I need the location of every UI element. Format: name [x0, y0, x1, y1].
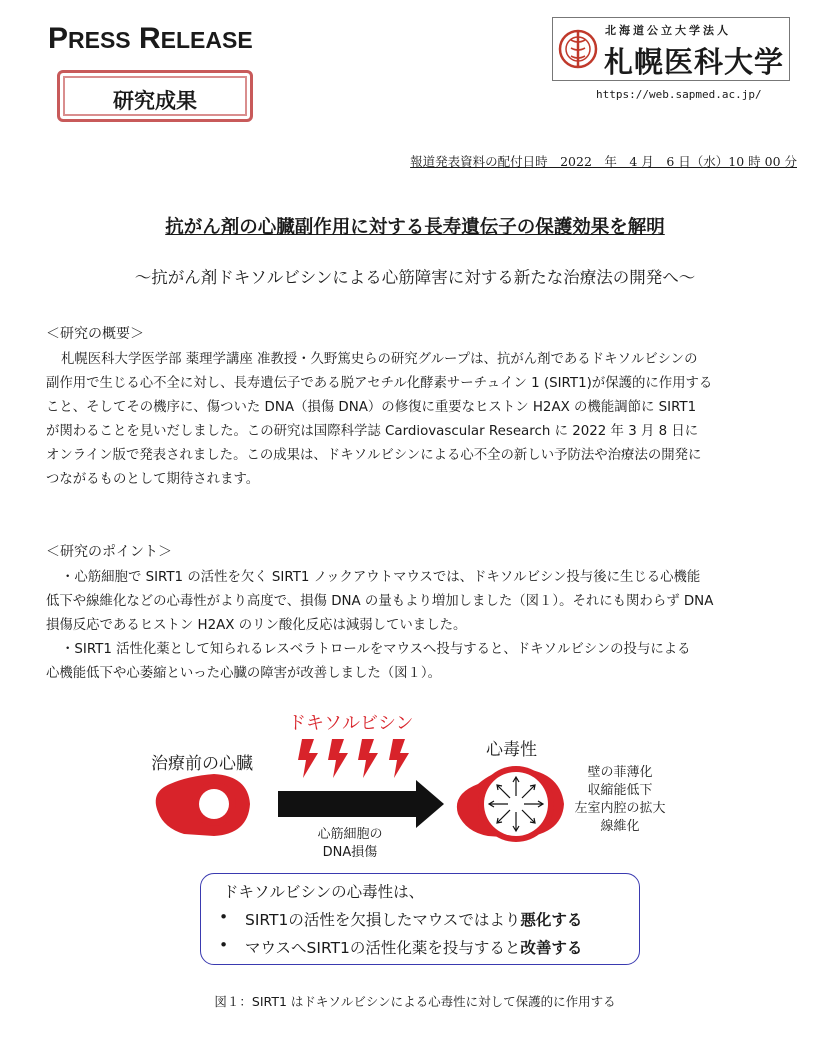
overview-line: 副作用で生じる心不全に対し、長寿遺伝子である脱アセチル化酵素サーチュイン 1 (SIRT1)が保護的に作用する [46, 376, 713, 391]
lightning-icon [389, 739, 409, 778]
logo-name: 札幌医科大学 [604, 45, 785, 79]
distribution-date: 報道発表資料の配付日時 2022 年 4 月 6 日（水）10 時 00 分 [410, 154, 797, 169]
effects-list [560, 764, 680, 836]
overview-line: こと、そしてその機序に、傷ついた DNA（損傷 DNA）の修復に重要なヒストン H2AX の機能調節に SIRT1 [46, 400, 697, 415]
lightning-icon [358, 739, 378, 778]
summary-title: ドキソルビシンの心毒性は、 [223, 883, 425, 901]
release-subtitle: ～抗がん剤ドキソルビシンによる心筋障害に対する新たな治療法の開発へ～ [134, 268, 696, 287]
emphasis-worsened: 悪化する [520, 911, 583, 929]
university-emblem-icon [558, 22, 598, 76]
effect-item: 左室内腔の拡大 [574, 801, 666, 816]
effect-item: 線維化 [600, 819, 640, 834]
points-line: 損傷反応であるヒストン H2AX のリン酸化反応は減弱していました。 [46, 618, 467, 633]
category-tag-label: 研究成果 [113, 89, 197, 113]
overview-line: つながるものとして期待されます。 [46, 472, 260, 487]
bullet-icon: • [219, 936, 229, 954]
summary-box [200, 873, 640, 965]
drug-label: ドキソルビシン [288, 713, 414, 734]
press-release-title: PRESS RELEASE [48, 22, 253, 55]
progression-arrow-icon [278, 780, 444, 828]
figure-diagram [0, 700, 830, 880]
points-paragraph [46, 566, 806, 696]
dna-damage-line: DNA損傷 [322, 845, 378, 860]
summary-item-worsened: SIRT1の活性を欠損したマウスではより悪化する [245, 911, 583, 929]
overview-heading: ＜研究の概要＞ [46, 326, 144, 342]
overview-line: オンライン版で発表されました。この成果は、ドキソルビシンによる心不全の新しい予防法や治療法の開発に [46, 448, 702, 463]
lightning-icon [328, 739, 348, 778]
cardiotoxicity-label: 心毒性 [486, 740, 537, 760]
university-url[interactable]: https://web.sapmed.ac.jp/ [596, 88, 762, 101]
points-heading: ＜研究のポイント＞ [46, 544, 172, 560]
normal-heart-icon [156, 774, 250, 836]
dna-damage-line: 心筋細胞の [317, 827, 383, 842]
summary-item-improved: マウスへSIRT1の活性化薬を投与すると改善する [245, 939, 583, 957]
figure-caption: 図１：SIRT1 はドキソルビシンによる心毒性に対して保護的に作用する [214, 994, 616, 1009]
effect-item: 壁の菲薄化 [587, 765, 653, 780]
lightning-icon [298, 739, 318, 778]
release-title: 抗がん剤の心臓副作用に対する長寿遺伝子の保護効果を解明 [165, 217, 665, 238]
overview-line: が関わることを見いだしました。この研究は国際科学誌 Cardiovascular Research に 2022 年 3 月 8 日に [46, 424, 699, 439]
damaged-heart-icon [457, 766, 564, 842]
bullet-icon: • [219, 908, 229, 926]
overview-line: 札幌医科大学医学部 薬理学講座 准教授・久野篤史らの研究グループは、抗がん剤であるドキソルビシンの [61, 352, 698, 367]
points-line: ・心筋細胞で SIRT1 の活性を欠く SIRT1 ノックアウトマウスでは、ドキソルビシン投与後に生じる心機能 [61, 570, 701, 585]
points-line: 低下や線維化などの心毒性がより高度で、損傷 DNA の量もより増加しました（図１）。それにも関わらず DNA [46, 594, 714, 609]
logo-subtitle: 北海道公立大学法人 [605, 24, 731, 37]
lightning-icons [298, 739, 409, 778]
dna-damage-label [300, 826, 400, 862]
category-tag [57, 70, 253, 122]
points-line: 心機能低下や心萎縮といった心臓の障害が改善しました（図１）。 [46, 666, 442, 681]
overview-paragraph [46, 348, 806, 498]
emphasis-improved: 改善する [520, 939, 583, 957]
points-line: ・SIRT1 活性化薬として知られるレスベラトロールをマウスへ投与すると、ドキソルビシンの投与による [61, 642, 691, 657]
effect-item: 収縮能低下 [587, 783, 653, 798]
before-heart-label: 治療前の心臓 [151, 754, 253, 774]
